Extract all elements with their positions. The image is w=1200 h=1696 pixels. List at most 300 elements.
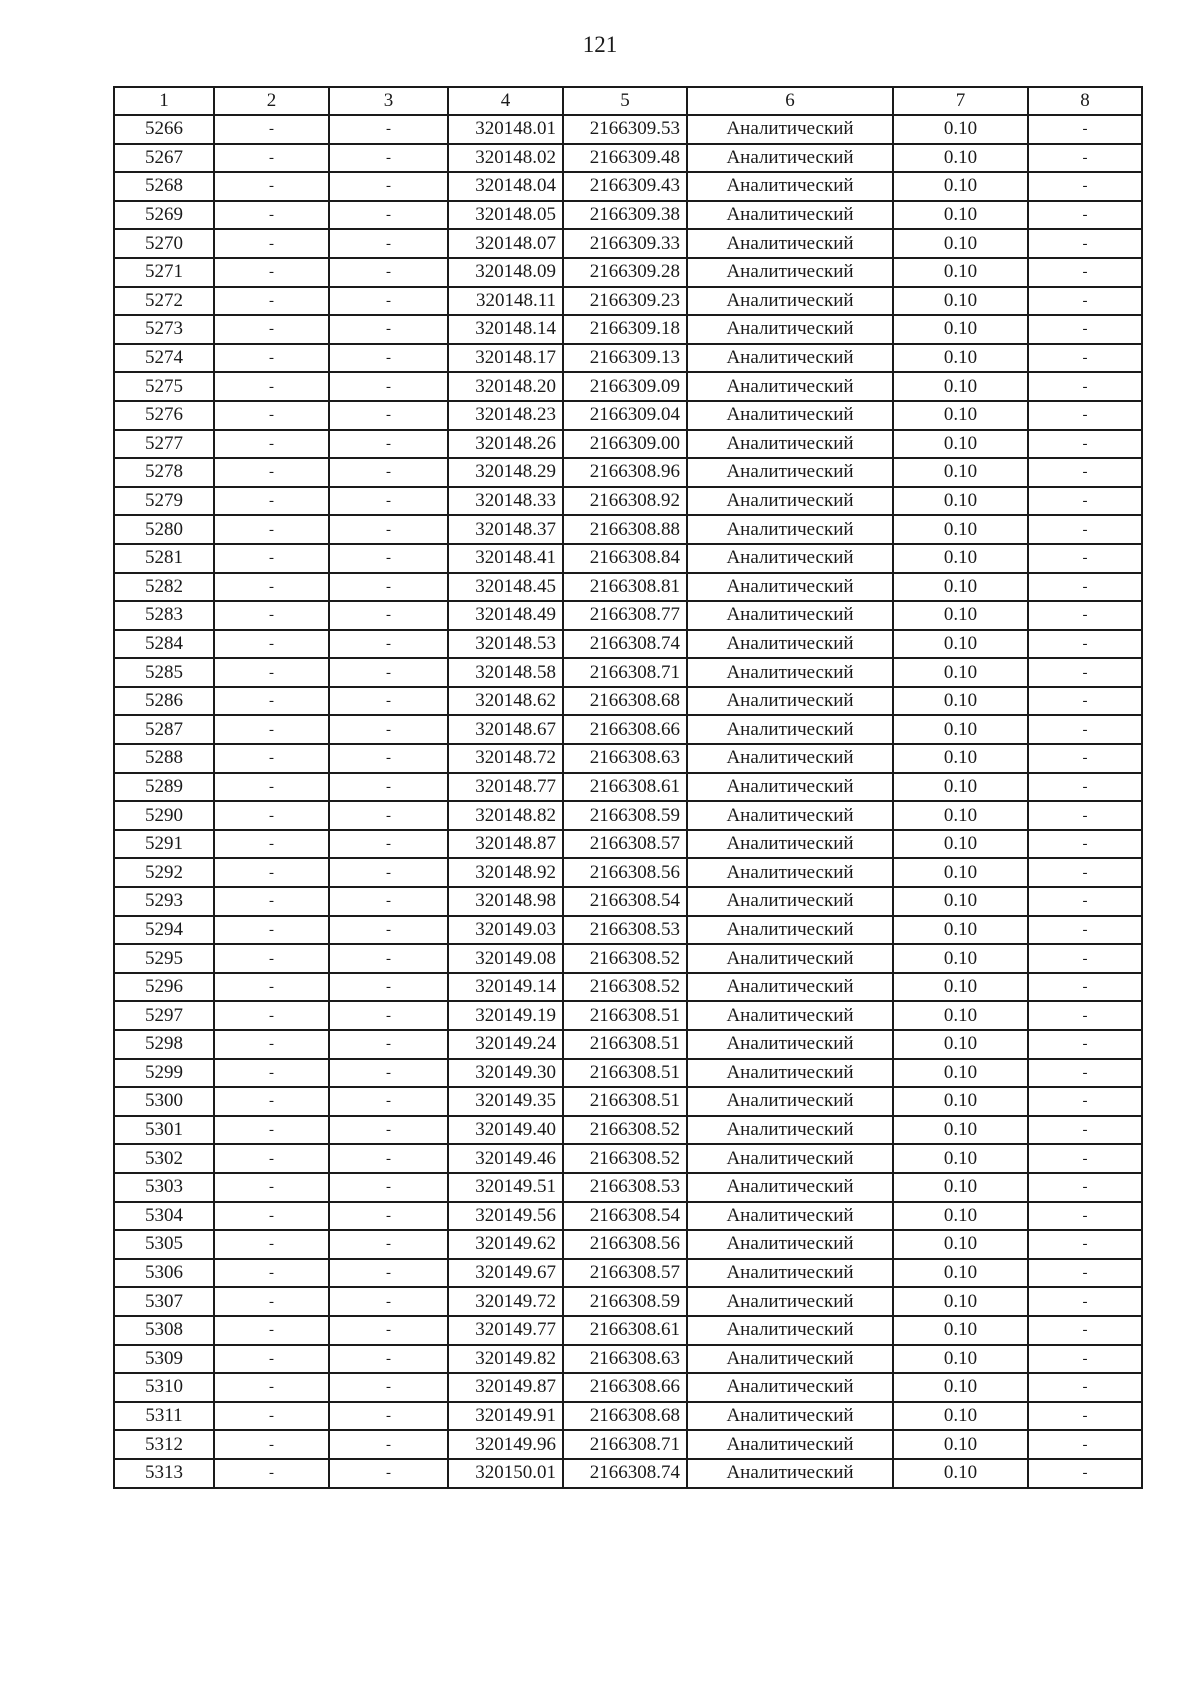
x-coordinate-cell: 320148.37	[448, 515, 563, 544]
col3-cell: -	[329, 372, 448, 401]
y-coordinate-cell: 2166309.48	[563, 144, 687, 173]
y-coordinate-cell: 2166308.53	[563, 1173, 687, 1202]
col2-cell: -	[214, 773, 329, 802]
table-row	[114, 1087, 1142, 1116]
col3-cell: -	[329, 401, 448, 430]
x-coordinate-cell: 320148.04	[448, 172, 563, 201]
col3-cell: -	[329, 1345, 448, 1374]
col8-cell: -	[1028, 515, 1142, 544]
method-cell: Аналитический	[687, 1287, 893, 1316]
table-row	[114, 573, 1142, 602]
x-coordinate-cell: 320149.91	[448, 1402, 563, 1431]
method-cell: Аналитический	[687, 1430, 893, 1459]
point-number-cell: 5289	[114, 773, 214, 802]
table-row	[114, 658, 1142, 687]
table-row	[114, 830, 1142, 859]
col8-cell: -	[1028, 344, 1142, 373]
point-number-cell: 5266	[114, 115, 214, 144]
col8-cell: -	[1028, 1287, 1142, 1316]
y-coordinate-cell: 2166308.63	[563, 744, 687, 773]
col2-cell: -	[214, 258, 329, 287]
table-row	[114, 1402, 1142, 1431]
col2-cell: -	[214, 687, 329, 716]
method-cell: Аналитический	[687, 1116, 893, 1145]
point-number-cell: 5288	[114, 744, 214, 773]
method-cell: Аналитический	[687, 487, 893, 516]
col8-cell: -	[1028, 1373, 1142, 1402]
column-header: 1	[114, 87, 214, 115]
point-number-cell: 5311	[114, 1402, 214, 1431]
accuracy-cell: 0.10	[893, 1059, 1028, 1088]
col2-cell: -	[214, 830, 329, 859]
y-coordinate-cell: 2166308.71	[563, 658, 687, 687]
x-coordinate-cell: 320148.82	[448, 801, 563, 830]
table-row	[114, 887, 1142, 916]
column-header: 4	[448, 87, 563, 115]
y-coordinate-cell: 2166309.53	[563, 115, 687, 144]
point-number-cell: 5308	[114, 1316, 214, 1345]
point-number-cell: 5275	[114, 372, 214, 401]
col8-cell: -	[1028, 372, 1142, 401]
accuracy-cell: 0.10	[893, 1087, 1028, 1116]
method-cell: Аналитический	[687, 515, 893, 544]
table-row	[114, 773, 1142, 802]
col2-cell: -	[214, 315, 329, 344]
col3-cell: -	[329, 687, 448, 716]
x-coordinate-cell: 320148.45	[448, 573, 563, 602]
col8-cell: -	[1028, 1345, 1142, 1374]
accuracy-cell: 0.10	[893, 515, 1028, 544]
col2-cell: -	[214, 1001, 329, 1030]
x-coordinate-cell: 320148.07	[448, 229, 563, 258]
col8-cell: -	[1028, 1059, 1142, 1088]
method-cell: Аналитический	[687, 1087, 893, 1116]
point-number-cell: 5287	[114, 715, 214, 744]
table-row	[114, 258, 1142, 287]
col3-cell: -	[329, 830, 448, 859]
col8-cell: -	[1028, 744, 1142, 773]
table-row	[114, 1373, 1142, 1402]
table-row	[114, 1259, 1142, 1288]
method-cell: Аналитический	[687, 1459, 893, 1488]
col2-cell: -	[214, 430, 329, 459]
table-row	[114, 229, 1142, 258]
x-coordinate-cell: 320149.35	[448, 1087, 563, 1116]
col8-cell: -	[1028, 858, 1142, 887]
table-row	[114, 1316, 1142, 1345]
accuracy-cell: 0.10	[893, 801, 1028, 830]
col8-cell: -	[1028, 1087, 1142, 1116]
y-coordinate-cell: 2166308.68	[563, 1402, 687, 1431]
table-row	[114, 1430, 1142, 1459]
col3-cell: -	[329, 1230, 448, 1259]
col3-cell: -	[329, 1173, 448, 1202]
col2-cell: -	[214, 1316, 329, 1345]
x-coordinate-cell: 320148.20	[448, 372, 563, 401]
point-number-cell: 5304	[114, 1202, 214, 1231]
col3-cell: -	[329, 1316, 448, 1345]
col2-cell: -	[214, 944, 329, 973]
x-coordinate-cell: 320149.46	[448, 1144, 563, 1173]
y-coordinate-cell: 2166308.59	[563, 1287, 687, 1316]
y-coordinate-cell: 2166308.68	[563, 687, 687, 716]
y-coordinate-cell: 2166308.81	[563, 573, 687, 602]
table-row	[114, 544, 1142, 573]
col2-cell: -	[214, 744, 329, 773]
col8-cell: -	[1028, 1030, 1142, 1059]
y-coordinate-cell: 2166309.38	[563, 201, 687, 230]
table-body	[114, 115, 1142, 1488]
table-row	[114, 144, 1142, 173]
accuracy-cell: 0.10	[893, 573, 1028, 602]
method-cell: Аналитический	[687, 1144, 893, 1173]
table-row	[114, 1230, 1142, 1259]
col3-cell: -	[329, 315, 448, 344]
x-coordinate-cell: 320149.24	[448, 1030, 563, 1059]
method-cell: Аналитический	[687, 687, 893, 716]
point-number-cell: 5301	[114, 1116, 214, 1145]
accuracy-cell: 0.10	[893, 1001, 1028, 1030]
accuracy-cell: 0.10	[893, 287, 1028, 316]
y-coordinate-cell: 2166309.28	[563, 258, 687, 287]
col8-cell: -	[1028, 1259, 1142, 1288]
table-row	[114, 201, 1142, 230]
col3-cell: -	[329, 515, 448, 544]
col3-cell: -	[329, 1259, 448, 1288]
col2-cell: -	[214, 144, 329, 173]
col3-cell: -	[329, 144, 448, 173]
table-row	[114, 858, 1142, 887]
point-number-cell: 5270	[114, 229, 214, 258]
col2-cell: -	[214, 1059, 329, 1088]
accuracy-cell: 0.10	[893, 1373, 1028, 1402]
accuracy-cell: 0.10	[893, 229, 1028, 258]
accuracy-cell: 0.10	[893, 887, 1028, 916]
col3-cell: -	[329, 944, 448, 973]
table-row	[114, 487, 1142, 516]
method-cell: Аналитический	[687, 544, 893, 573]
accuracy-cell: 0.10	[893, 973, 1028, 1002]
accuracy-cell: 0.10	[893, 1287, 1028, 1316]
col8-cell: -	[1028, 144, 1142, 173]
x-coordinate-cell: 320148.01	[448, 115, 563, 144]
accuracy-cell: 0.10	[893, 201, 1028, 230]
x-coordinate-cell: 320148.72	[448, 744, 563, 773]
x-coordinate-cell: 320148.11	[448, 287, 563, 316]
accuracy-cell: 0.10	[893, 115, 1028, 144]
col8-cell: -	[1028, 658, 1142, 687]
x-coordinate-cell: 320149.87	[448, 1373, 563, 1402]
col2-cell: -	[214, 201, 329, 230]
x-coordinate-cell: 320149.96	[448, 1430, 563, 1459]
method-cell: Аналитический	[687, 715, 893, 744]
col8-cell: -	[1028, 830, 1142, 859]
point-number-cell: 5297	[114, 1001, 214, 1030]
table-row	[114, 1116, 1142, 1145]
x-coordinate-cell: 320149.72	[448, 1287, 563, 1316]
accuracy-cell: 0.10	[893, 773, 1028, 802]
method-cell: Аналитический	[687, 144, 893, 173]
y-coordinate-cell: 2166309.13	[563, 344, 687, 373]
col8-cell: -	[1028, 401, 1142, 430]
method-cell: Аналитический	[687, 458, 893, 487]
col2-cell: -	[214, 515, 329, 544]
col3-cell: -	[329, 801, 448, 830]
table-row	[114, 372, 1142, 401]
y-coordinate-cell: 2166309.00	[563, 430, 687, 459]
x-coordinate-cell: 320150.01	[448, 1459, 563, 1488]
table-row	[114, 172, 1142, 201]
accuracy-cell: 0.10	[893, 1030, 1028, 1059]
col8-cell: -	[1028, 1001, 1142, 1030]
col8-cell: -	[1028, 258, 1142, 287]
col2-cell: -	[214, 601, 329, 630]
method-cell: Аналитический	[687, 401, 893, 430]
x-coordinate-cell: 320148.23	[448, 401, 563, 430]
x-coordinate-cell: 320149.62	[448, 1230, 563, 1259]
col2-cell: -	[214, 458, 329, 487]
point-number-cell: 5285	[114, 658, 214, 687]
accuracy-cell: 0.10	[893, 687, 1028, 716]
accuracy-cell: 0.10	[893, 1430, 1028, 1459]
table-row	[114, 630, 1142, 659]
point-number-cell: 5280	[114, 515, 214, 544]
col8-cell: -	[1028, 487, 1142, 516]
table-row	[114, 916, 1142, 945]
col2-cell: -	[214, 1144, 329, 1173]
column-header: 2	[214, 87, 329, 115]
method-cell: Аналитический	[687, 573, 893, 602]
col3-cell: -	[329, 287, 448, 316]
accuracy-cell: 0.10	[893, 830, 1028, 859]
x-coordinate-cell: 320149.30	[448, 1059, 563, 1088]
col2-cell: -	[214, 1230, 329, 1259]
col8-cell: -	[1028, 573, 1142, 602]
x-coordinate-cell: 320149.56	[448, 1202, 563, 1231]
accuracy-cell: 0.10	[893, 630, 1028, 659]
point-number-cell: 5291	[114, 830, 214, 859]
col8-cell: -	[1028, 887, 1142, 916]
method-cell: Аналитический	[687, 172, 893, 201]
col2-cell: -	[214, 1030, 329, 1059]
x-coordinate-cell: 320148.41	[448, 544, 563, 573]
y-coordinate-cell: 2166309.04	[563, 401, 687, 430]
method-cell: Аналитический	[687, 115, 893, 144]
accuracy-cell: 0.10	[893, 1202, 1028, 1231]
point-number-cell: 5268	[114, 172, 214, 201]
point-number-cell: 5306	[114, 1259, 214, 1288]
method-cell: Аналитический	[687, 973, 893, 1002]
point-number-cell: 5274	[114, 344, 214, 373]
col3-cell: -	[329, 1001, 448, 1030]
accuracy-cell: 0.10	[893, 430, 1028, 459]
col3-cell: -	[329, 1144, 448, 1173]
col2-cell: -	[214, 1287, 329, 1316]
col3-cell: -	[329, 201, 448, 230]
table-row	[114, 287, 1142, 316]
accuracy-cell: 0.10	[893, 916, 1028, 945]
table-row	[114, 515, 1142, 544]
point-number-cell: 5296	[114, 973, 214, 1002]
x-coordinate-cell: 320148.05	[448, 201, 563, 230]
col8-cell: -	[1028, 229, 1142, 258]
y-coordinate-cell: 2166308.63	[563, 1345, 687, 1374]
col3-cell: -	[329, 630, 448, 659]
method-cell: Аналитический	[687, 258, 893, 287]
col3-cell: -	[329, 1059, 448, 1088]
y-coordinate-cell: 2166308.53	[563, 916, 687, 945]
col3-cell: -	[329, 1430, 448, 1459]
column-header: 8	[1028, 87, 1142, 115]
accuracy-cell: 0.10	[893, 601, 1028, 630]
method-cell: Аналитический	[687, 801, 893, 830]
col3-cell: -	[329, 1459, 448, 1488]
method-cell: Аналитический	[687, 1030, 893, 1059]
y-coordinate-cell: 2166308.74	[563, 630, 687, 659]
point-number-cell: 5300	[114, 1087, 214, 1116]
point-number-cell: 5277	[114, 430, 214, 459]
method-cell: Аналитический	[687, 372, 893, 401]
accuracy-cell: 0.10	[893, 744, 1028, 773]
accuracy-cell: 0.10	[893, 144, 1028, 173]
method-cell: Аналитический	[687, 315, 893, 344]
table-row	[114, 1287, 1142, 1316]
col2-cell: -	[214, 1373, 329, 1402]
col8-cell: -	[1028, 115, 1142, 144]
col2-cell: -	[214, 858, 329, 887]
col2-cell: -	[214, 573, 329, 602]
table-row	[114, 1001, 1142, 1030]
column-header: 6	[687, 87, 893, 115]
accuracy-cell: 0.10	[893, 315, 1028, 344]
point-number-cell: 5272	[114, 287, 214, 316]
accuracy-cell: 0.10	[893, 372, 1028, 401]
method-cell: Аналитический	[687, 744, 893, 773]
page-number: 121	[582, 32, 618, 57]
method-cell: Аналитический	[687, 1001, 893, 1030]
x-coordinate-cell: 320148.53	[448, 630, 563, 659]
col8-cell: -	[1028, 201, 1142, 230]
point-number-cell: 5303	[114, 1173, 214, 1202]
col3-cell: -	[329, 887, 448, 916]
x-coordinate-cell: 320148.58	[448, 658, 563, 687]
col2-cell: -	[214, 344, 329, 373]
x-coordinate-cell: 320148.87	[448, 830, 563, 859]
col8-cell: -	[1028, 1116, 1142, 1145]
y-coordinate-cell: 2166308.88	[563, 515, 687, 544]
col2-cell: -	[214, 229, 329, 258]
method-cell: Аналитический	[687, 916, 893, 945]
col8-cell: -	[1028, 630, 1142, 659]
col3-cell: -	[329, 1087, 448, 1116]
point-number-cell: 5294	[114, 916, 214, 945]
table-row	[114, 944, 1142, 973]
point-number-cell: 5284	[114, 630, 214, 659]
table-row	[114, 1030, 1142, 1059]
col3-cell: -	[329, 858, 448, 887]
x-coordinate-cell: 320148.77	[448, 773, 563, 802]
col8-cell: -	[1028, 1173, 1142, 1202]
x-coordinate-cell: 320149.67	[448, 1259, 563, 1288]
point-number-cell: 5282	[114, 573, 214, 602]
method-cell: Аналитический	[687, 601, 893, 630]
col8-cell: -	[1028, 687, 1142, 716]
table-row	[114, 1345, 1142, 1374]
y-coordinate-cell: 2166308.59	[563, 801, 687, 830]
table-row	[114, 458, 1142, 487]
column-header: 7	[893, 87, 1028, 115]
table-row	[114, 1059, 1142, 1088]
y-coordinate-cell: 2166309.18	[563, 315, 687, 344]
point-number-cell: 5271	[114, 258, 214, 287]
col2-cell: -	[214, 1402, 329, 1431]
method-cell: Аналитический	[687, 1345, 893, 1374]
col8-cell: -	[1028, 916, 1142, 945]
col8-cell: -	[1028, 458, 1142, 487]
table-row	[114, 973, 1142, 1002]
col2-cell: -	[214, 1259, 329, 1288]
x-coordinate-cell: 320148.02	[448, 144, 563, 173]
accuracy-cell: 0.10	[893, 1173, 1028, 1202]
x-coordinate-cell: 320149.77	[448, 1316, 563, 1345]
y-coordinate-cell: 2166308.84	[563, 544, 687, 573]
point-number-cell: 5313	[114, 1459, 214, 1488]
accuracy-cell: 0.10	[893, 1144, 1028, 1173]
method-cell: Аналитический	[687, 830, 893, 859]
y-coordinate-cell: 2166308.74	[563, 1459, 687, 1488]
col2-cell: -	[214, 401, 329, 430]
col2-cell: -	[214, 1116, 329, 1145]
col3-cell: -	[329, 573, 448, 602]
col3-cell: -	[329, 973, 448, 1002]
y-coordinate-cell: 2166308.51	[563, 1001, 687, 1030]
point-number-cell: 5279	[114, 487, 214, 516]
col2-cell: -	[214, 1173, 329, 1202]
table-row	[114, 315, 1142, 344]
x-coordinate-cell: 320149.82	[448, 1345, 563, 1374]
accuracy-cell: 0.10	[893, 944, 1028, 973]
col2-cell: -	[214, 287, 329, 316]
table-row	[114, 1459, 1142, 1488]
col8-cell: -	[1028, 172, 1142, 201]
x-coordinate-cell: 320148.92	[448, 858, 563, 887]
point-number-cell: 5290	[114, 801, 214, 830]
accuracy-cell: 0.10	[893, 458, 1028, 487]
col8-cell: -	[1028, 1144, 1142, 1173]
y-coordinate-cell: 2166308.52	[563, 1144, 687, 1173]
table-header-row	[114, 87, 1142, 115]
x-coordinate-cell: 320148.26	[448, 430, 563, 459]
col8-cell: -	[1028, 544, 1142, 573]
table-row	[114, 801, 1142, 830]
y-coordinate-cell: 2166308.52	[563, 1116, 687, 1145]
col3-cell: -	[329, 258, 448, 287]
point-number-cell: 5283	[114, 601, 214, 630]
accuracy-cell: 0.10	[893, 1316, 1028, 1345]
col3-cell: -	[329, 658, 448, 687]
accuracy-cell: 0.10	[893, 401, 1028, 430]
x-coordinate-cell: 320149.08	[448, 944, 563, 973]
point-number-cell: 5305	[114, 1230, 214, 1259]
accuracy-cell: 0.10	[893, 344, 1028, 373]
x-coordinate-cell: 320149.03	[448, 916, 563, 945]
col3-cell: -	[329, 1116, 448, 1145]
col3-cell: -	[329, 458, 448, 487]
x-coordinate-cell: 320148.29	[448, 458, 563, 487]
col3-cell: -	[329, 1287, 448, 1316]
col3-cell: -	[329, 344, 448, 373]
point-number-cell: 5293	[114, 887, 214, 916]
